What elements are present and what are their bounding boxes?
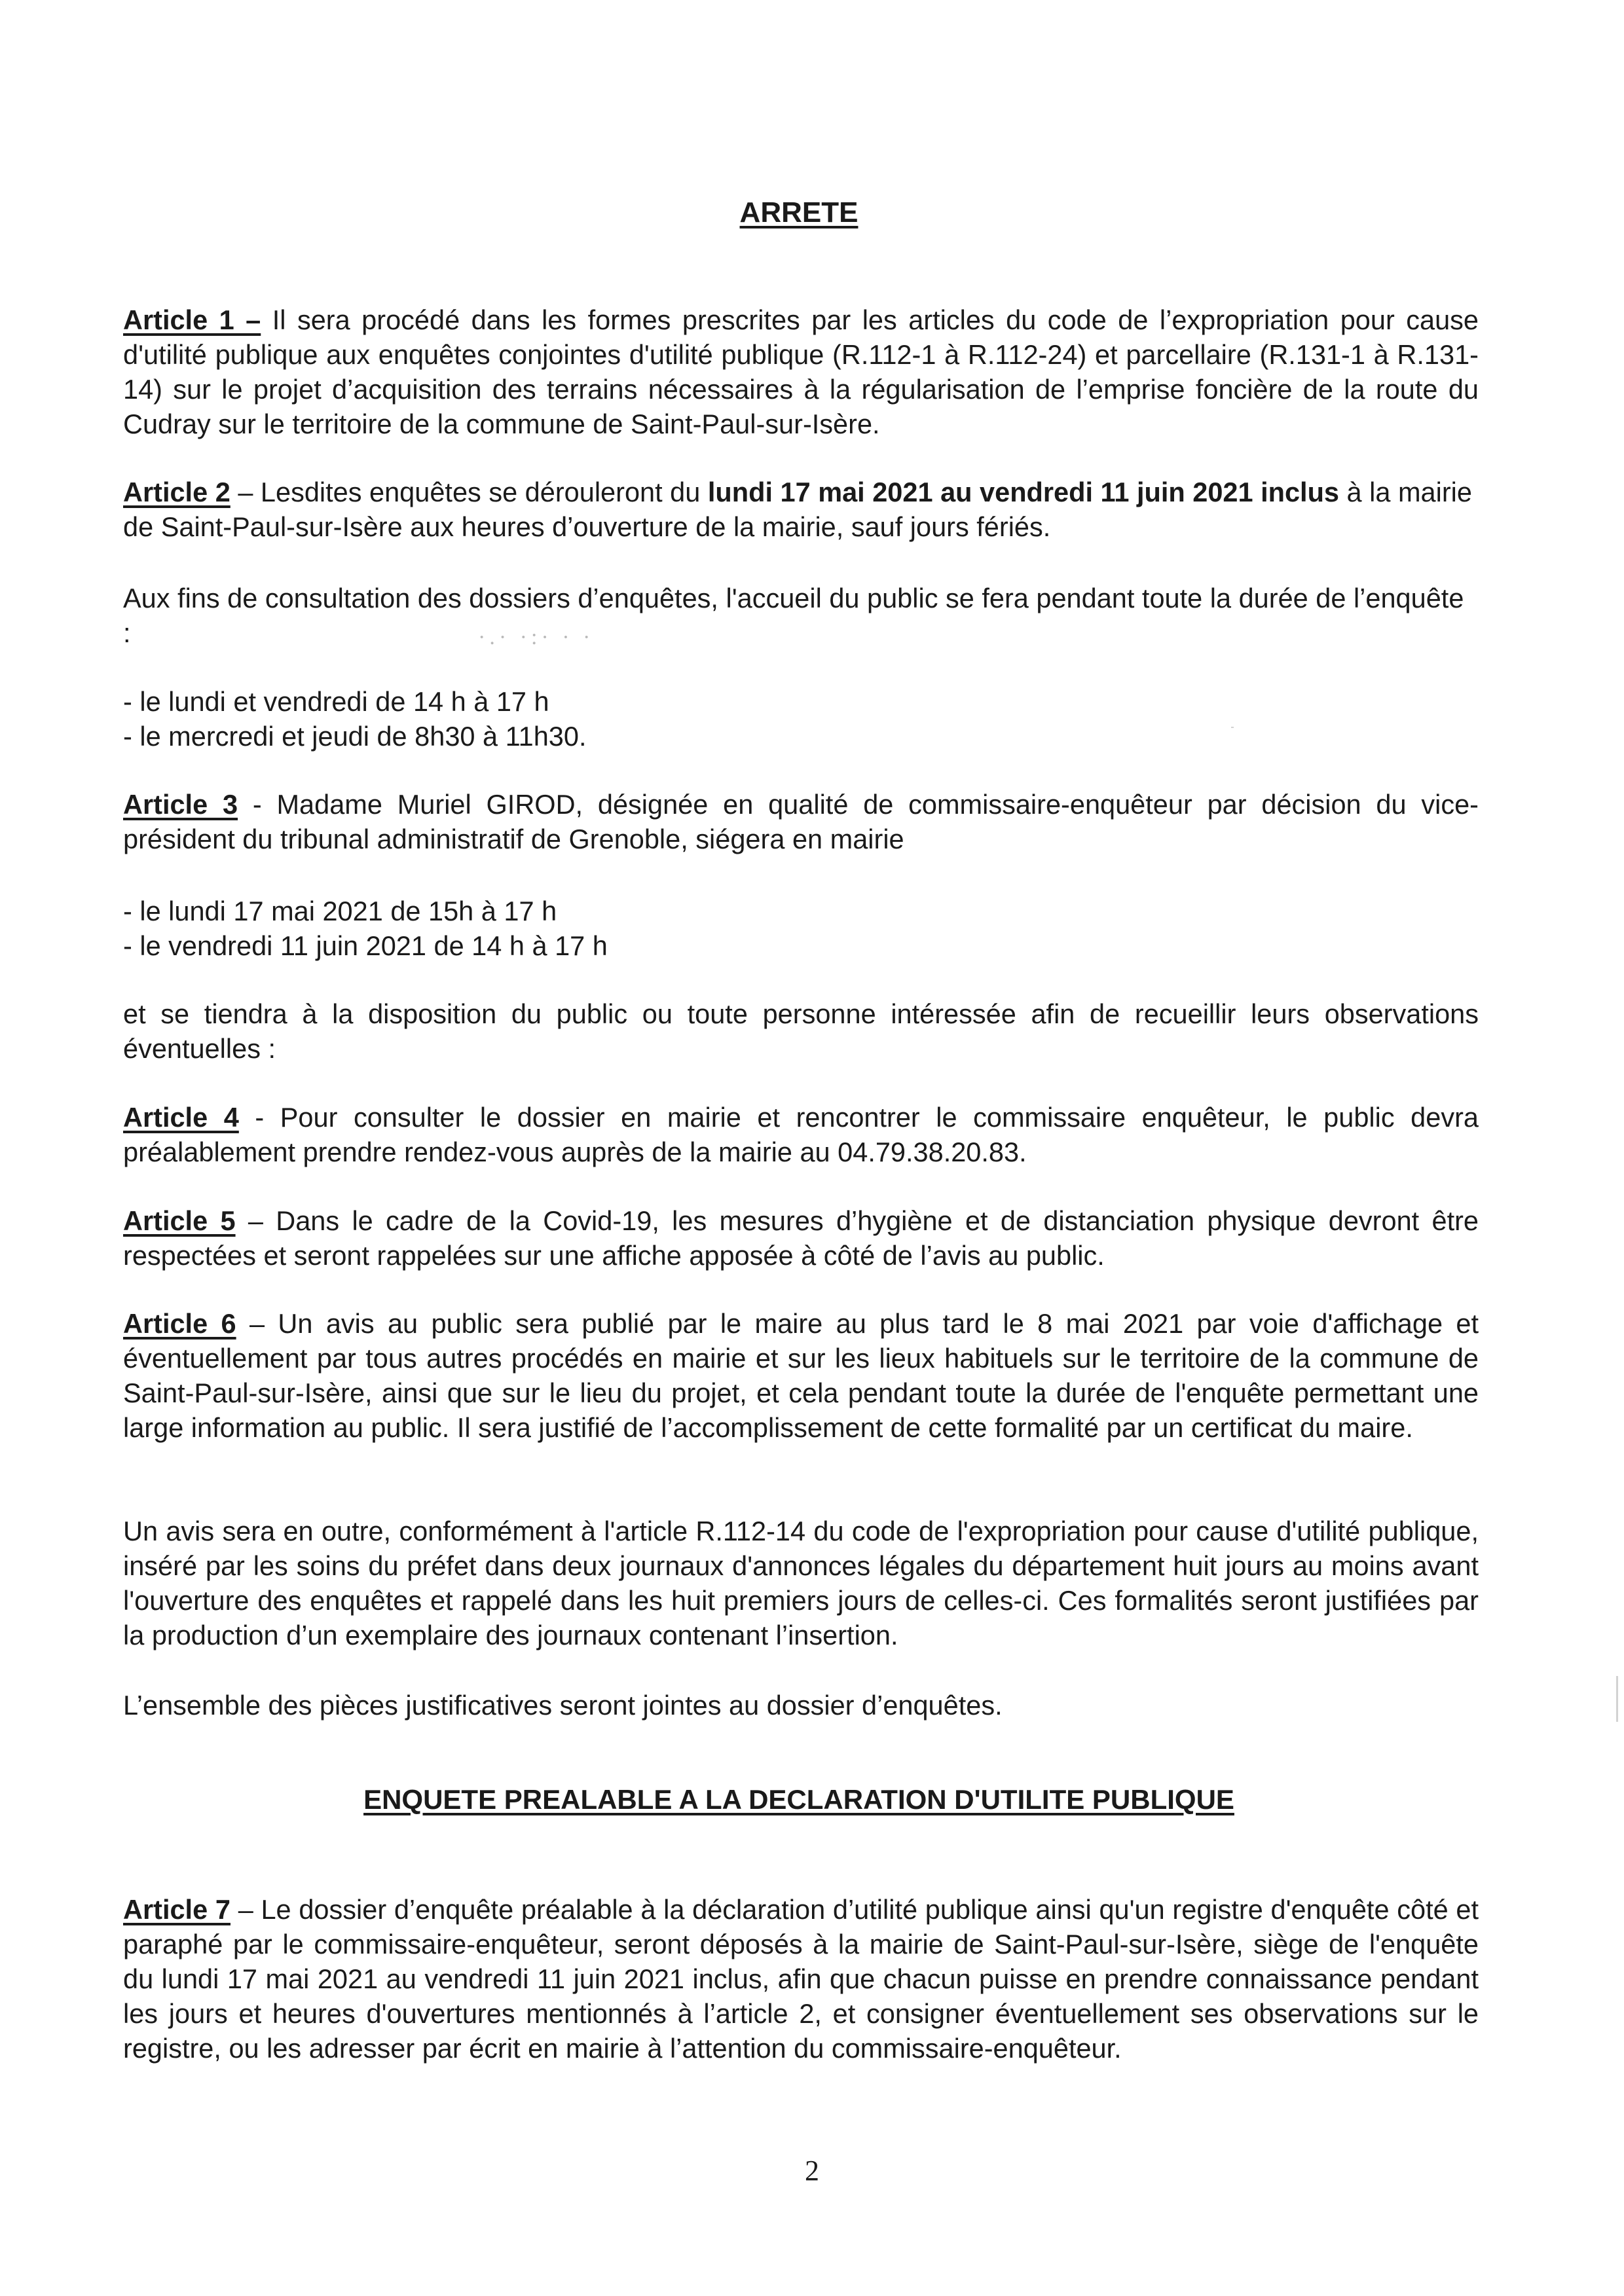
article-5-text: – Dans le cadre de la Covid-19, les mesures d’hygiène et de distanciation physique devront être respectées et seront rappelées sur une affiche apposée à côté de l’avis au public. (123, 1205, 1479, 1271)
article-1-text: Il sera procédé dans les formes prescrites par les articles du code de l’expropriation pour cause d'utilité publique aux enquêtes conjointes d'utilité publique (R.112-1 à R.112-24) et parcellaire (R.131-1 à R.131-14) sur le projet d’acquisition des terrains nécessaires à la régularisation de l’emprise foncière de la route du Cudray sur le territoire de la commune de Saint-Paul-sur-Isère. (123, 304, 1479, 439)
article-4-text: - Pour consulter le dossier en mairie et rencontrer le commissaire enquêteur, le public devra préalablement prendre rendez-vous auprès de la mairie au 04.79.38.20.83. (123, 1102, 1479, 1167)
article-6-label: Article 6 (123, 1308, 236, 1339)
article-3-text: - Madame Muriel GIROD, désignée en qualité de commissaire-enquêteur par décision du vice-président du tribunal administratif de Grenoble, siégera en mairie (123, 789, 1479, 854)
article-5 (123, 1203, 1479, 1273)
avis-paragraph: Un avis sera en outre, conformément à l'article R.112-14 du code de l'expropriation pour cause d'utilité publique, inséré par les soins du préfet dans deux journaux d'annonces légales du département huit jours au moins avant l'ouverture des enquêtes et rappelé dans les huit premiers jours de celles-ci. Ces formalités seront justifiées par la production d’un exemplaire des journaux contenant l’insertion. (123, 1516, 1479, 1650)
article-3-closing: et se tiendra à la disposition du public ou toute personne intéressée afin de recueillir leurs observations éventuelles : (123, 998, 1479, 1064)
session-line: - le lundi 17 mai 2021 de 15h à 17 h (123, 896, 557, 926)
article-1 (123, 302, 1479, 441)
article-6 (123, 1306, 1479, 1445)
article-7-label: Article 7 (123, 1894, 231, 1925)
scan-smudge: ·.· ·:· · · (478, 625, 595, 649)
scan-edge-mark (1616, 1676, 1618, 1722)
article-2-text-b: à la mairie de Saint-Paul-sur-Isère aux heures d’ouverture de la mairie, sauf jours fériés. (123, 477, 1472, 542)
consultation-intro: Aux fins de consultation des dossiers d’enquêtes, l'accueil du public se fera pendant toute la durée de l’enquête : (123, 583, 1464, 648)
article-2-label: Article 2 (123, 477, 231, 507)
pieces-paragraph: L’ensemble des pièces justificatives seront jointes au dossier d’enquêtes. (123, 1690, 1003, 1721)
consultation-hours (123, 684, 1479, 754)
article-2-text-a: – Lesdites enquêtes se dérouleront du (238, 477, 701, 507)
page-number: 2 (805, 2155, 819, 2187)
article-2-dates: lundi 17 mai 2021 au vendredi 11 juin 2021 inclus (707, 477, 1340, 507)
section-title: ENQUETE PREALABLE A LA DECLARATION D'UTILITE PUBLIQUE (363, 1784, 1234, 1815)
article-7-text: – Le dossier d’enquête préalable à la déclaration d’utilité publique ainsi qu'un registre d'enquête côté et paraphé par le commissaire-enquêteur, seront déposés à la mairie de Saint-Paul-sur-Isère, siège de l'enquête du lundi 17 mai 2021 au vendredi 11 juin 2021 inclus, afin que chacun puisse en prendre connaissance pendant les jours et heures d'ouvertures mentionnés à l’article 2, et consigner éventuellement ses observations sur le registre, ou les adresser par écrit en mairie à l’attention du commissaire-enquêteur. (123, 1894, 1479, 2064)
page-title: ARRETE (739, 196, 858, 228)
article-5-label: Article 5 (123, 1205, 236, 1236)
article-6-text: – Un avis au public sera publié par le maire au plus tard le 8 mai 2021 par voie d'affichage et éventuellement par tous autres procédés en mairie et sur les lieux habituels sur le territoire de la commune de Saint-Paul-sur-Isère, ainsi que sur le lieu du projet, et cela pendant toute la durée de l'enquête permettant une large information au public. Il sera justifié de l’accomplissement de cette formalité par un certificat du maire. (123, 1308, 1479, 1443)
article-3 (123, 787, 1479, 856)
article-4 (123, 1100, 1479, 1169)
article-1-label: Article 1 – (123, 304, 261, 335)
scan-speck (1231, 727, 1234, 728)
article-3-label: Article 3 (123, 789, 238, 820)
hours-line: - le mercredi et jeudi de 8h30 à 11h30. (123, 721, 587, 752)
article-3-sessions (123, 894, 1479, 963)
article-2 (123, 475, 1479, 544)
article-4-label: Article 4 (123, 1102, 239, 1133)
hours-line: - le lundi et vendredi de 14 h à 17 h (123, 686, 549, 717)
article-7 (123, 1892, 1479, 2066)
session-line: - le vendredi 11 juin 2021 de 14 h à 17 h (123, 930, 608, 961)
